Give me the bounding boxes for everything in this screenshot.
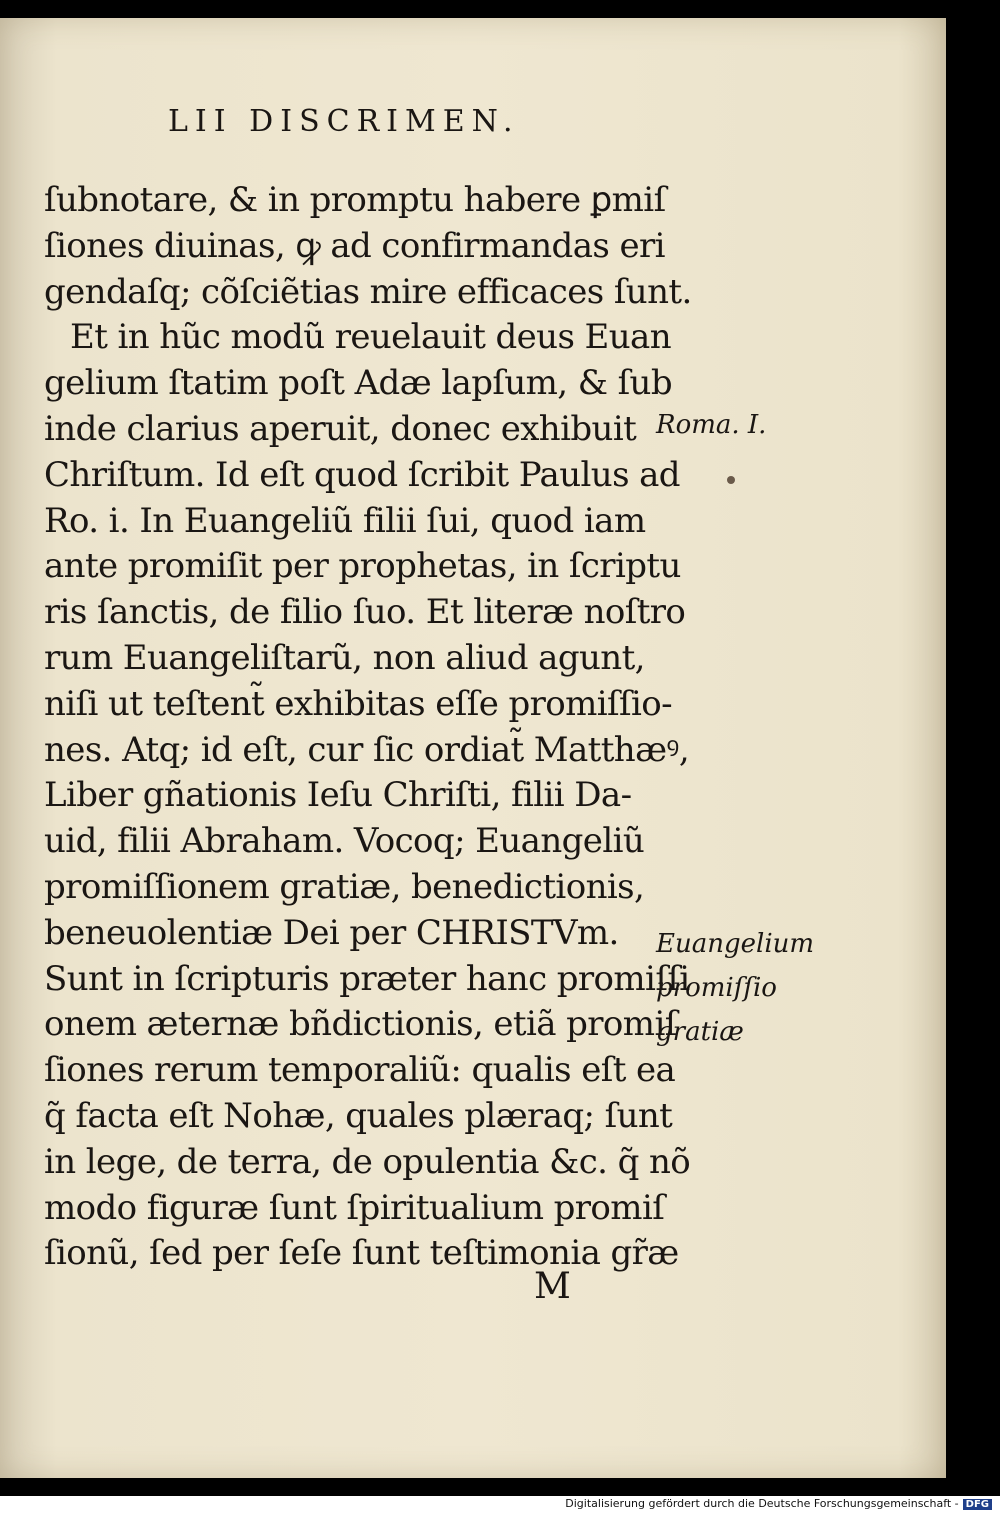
- text-line: Et in hũc modũ reuelauit deus Euan: [70, 317, 671, 358]
- text-line: gendaſq; cõſciẽtias mire efficaces ſunt.: [44, 271, 692, 312]
- text-line: modo figuræ ſunt ſpiritualium promiſ: [44, 1187, 665, 1228]
- text-line: uid, filii Abraham. Vocoq; Euangeliũ: [44, 821, 645, 862]
- text-line: rum Euangeliſtarũ, non aliud agunt,: [44, 637, 645, 678]
- digitization-footer: [565, 1497, 992, 1510]
- dfg-logo: DFG: [963, 1499, 992, 1510]
- text-line: ſubnotare, & in promptu habere ꝑmiſ: [44, 180, 666, 220]
- text-line: gelium ſtatim poſt Adæ lapſum, & ſub: [44, 363, 673, 404]
- text-line: q̃ facta eſt Nohæ, quales plæraq; ſunt: [44, 1095, 673, 1136]
- text-line: beneuolentiæ Dei per CHRISTVm.: [44, 912, 619, 953]
- text-line: promiſſionem gratiæ, benedictionis,: [44, 866, 645, 907]
- text-line: ante promiſit per prophetas, in ſcriptu: [44, 546, 681, 587]
- body-text: [44, 178, 692, 1277]
- text-line: in lege, de terra, de opulentia &c. q̃ nõ: [44, 1141, 691, 1182]
- text-line: onem æternæ bñdictionis, etiã promiſ: [44, 1004, 677, 1045]
- text-line: niſi ut teſtent̃ exhibitas eſſe promiſſio-: [44, 683, 673, 724]
- text-line: inde clarius aperuit, donec exhibuit: [44, 408, 637, 449]
- text-line: nes. Atq; id eſt, cur ſic ordiat̃ Matthæꝰ,: [44, 729, 690, 770]
- text-line: ſiones rerum temporaliũ: qualis eſt ea: [44, 1050, 676, 1091]
- margin-note-line: Euangelium: [656, 929, 815, 959]
- text-line: ſionũ, ſed per ſeſe ſunt teſtimonia gr̃æ: [44, 1233, 679, 1274]
- running-header: LII DISCRIMEN.: [168, 104, 520, 139]
- text-line: Liber gñationis Ieſu Chriſti, filii Da-: [44, 775, 632, 816]
- text-line: Ro. i. In Euangeliũ filii ſui, quod iam: [44, 500, 646, 541]
- margin-note-line: promiſſio: [656, 973, 777, 1003]
- book-page: [0, 18, 946, 1478]
- margin-note-roma: Roma. I.: [656, 410, 767, 440]
- catchword: M: [534, 1266, 571, 1307]
- margin-note-evangelium: [656, 922, 814, 1054]
- text-line: ſiones diuinas, ꝙ ad confirmandas eri: [44, 225, 665, 266]
- footer-text: Digitalisierung gefördert durch die Deutsche Forschungsgemeinschaft -: [565, 1497, 959, 1510]
- text-line: ris ſanctis, de filio ſuo. Et literæ noſtro: [44, 592, 686, 633]
- margin-note-line: gratiæ: [656, 1017, 744, 1047]
- text-line: Sunt in ſcripturis præter hanc promiſſi: [44, 958, 690, 999]
- ink-speck: [727, 476, 735, 484]
- text-line: Chriſtum. Id eſt quod ſcribit Paulus ad: [44, 454, 680, 495]
